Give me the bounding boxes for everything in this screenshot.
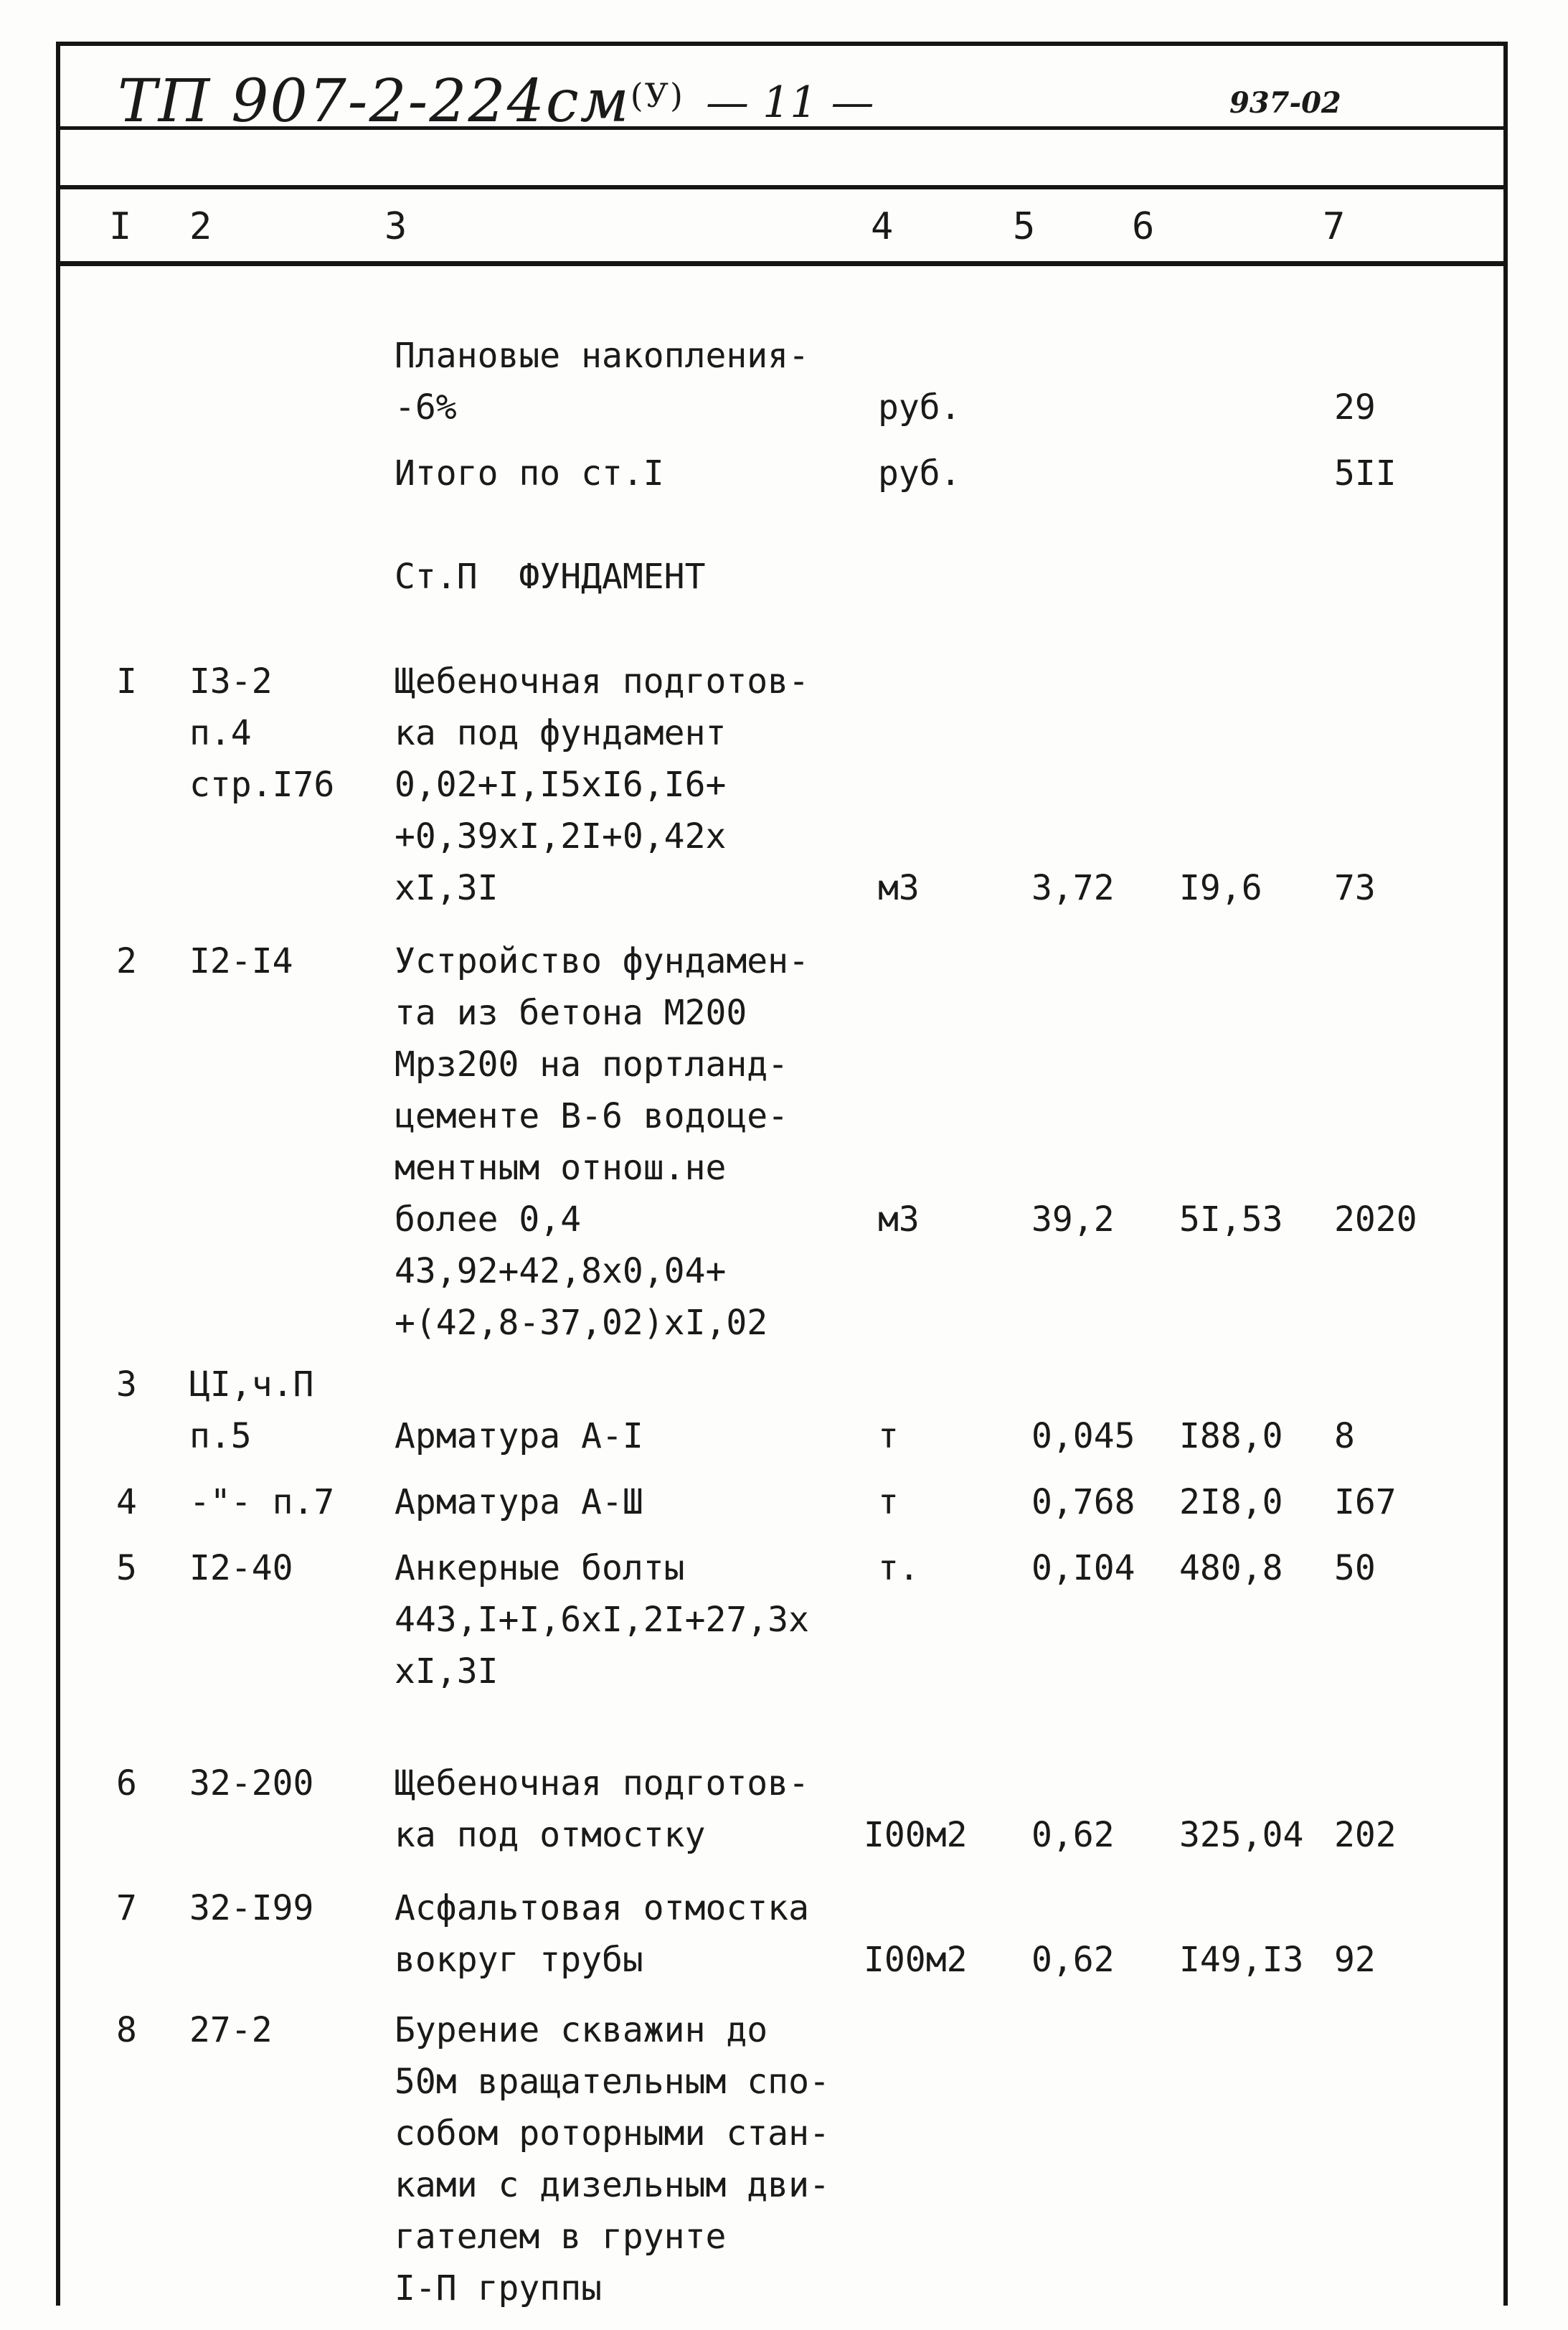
row-5-number: 5	[116, 1548, 137, 1588]
row-1-number: I	[116, 661, 137, 702]
row-5-price: 480,8	[1179, 1548, 1283, 1588]
row-5-quantity: 0,I04	[1031, 1548, 1135, 1588]
row-6-price: 325,04	[1179, 1815, 1304, 1855]
row-2-description: Устройство фундамен- та из бетона М200 Мрз200 на портланд- цементе В-6 водоце- ментным отнош.не более 0,4 43,92+42,8x0,04+ +(42,8-37,02)xI,02	[395, 941, 809, 1343]
row-7-price: I49,I3	[1179, 1940, 1304, 1980]
row-2-reference: I2-I4	[189, 941, 293, 981]
row-4-price: 2I8,0	[1179, 1482, 1283, 1522]
row-7-unit: I00м2	[864, 1940, 968, 1980]
row-1-quantity: 3,72	[1031, 868, 1115, 908]
doc-number-text: ТП 907-2-224см	[118, 67, 630, 136]
row-2-price: 5I,53	[1179, 1199, 1283, 1240]
row-7-number: 7	[116, 1888, 137, 1928]
row-1-price: I9,6	[1179, 868, 1262, 908]
row-2-total: 2020	[1334, 1199, 1417, 1240]
row-3-description: Арматура А-I	[395, 1416, 643, 1456]
row-5-description: Анкерные болты 443,I+I,6xI,2I+27,3x xI,3I	[395, 1548, 809, 1692]
row-2-number: 2	[116, 941, 137, 981]
row-8-description: Бурение скважин до 50м вращательным спо- собом роторными стан- ками с дизельным дви- гателем в грунте I-П группы	[395, 2010, 830, 2308]
row-3-number: 3	[116, 1364, 137, 1405]
row-4-total: I67	[1334, 1482, 1397, 1522]
row-6-unit: I00м2	[864, 1815, 968, 1855]
subtotal-total: 5II	[1334, 453, 1397, 494]
column-number-5: 5	[1013, 205, 1036, 248]
row-5-unit: т.	[878, 1548, 920, 1588]
column-number-3: 3	[384, 205, 407, 248]
row-2-quantity: 39,2	[1031, 1199, 1115, 1240]
row-7-description: Асфальтовая отмостка вокруг трубы	[395, 1888, 809, 1980]
sheet-code: 937-02	[1229, 86, 1341, 120]
page-number: — 11 —	[706, 77, 874, 128]
row-3-reference: ЦI,ч.П п.5	[189, 1364, 314, 1456]
planned-savings-unit: руб.	[878, 387, 961, 428]
row-4-reference: -"- п.7	[189, 1482, 335, 1522]
row-2-unit: м3	[878, 1199, 920, 1240]
doc-suffix: (У)	[630, 76, 684, 115]
row-3-unit: т	[878, 1416, 899, 1456]
row-1-description: Щебеночная подготов- ка под фундамент 0,02+I,I5xI6,I6+ +0,39xI,2I+0,42x xI,3I	[395, 661, 809, 908]
planned-savings-label: Плановые накопления- -6%	[395, 336, 809, 428]
row-6-number: 6	[116, 1763, 137, 1803]
row-3-quantity: 0,045	[1031, 1416, 1135, 1456]
row-5-total: 50	[1334, 1548, 1376, 1588]
row-7-total: 92	[1334, 1940, 1376, 1980]
subtotal-label: Итого по ст.I	[395, 453, 664, 494]
header-rule-2	[60, 185, 1503, 189]
estimate-sheet	[56, 42, 1508, 2306]
row-6-total: 202	[1334, 1815, 1397, 1855]
row-8-reference: 27-2	[189, 2010, 273, 2050]
row-4-number: 4	[116, 1482, 137, 1522]
row-4-description: Арматура А-Ш	[395, 1482, 643, 1522]
row-3-price: I88,0	[1179, 1416, 1283, 1456]
column-number-1: I	[109, 205, 132, 248]
row-1-unit: м3	[878, 868, 920, 908]
row-6-reference: 32-200	[189, 1763, 314, 1803]
row-7-quantity: 0,62	[1031, 1940, 1115, 1980]
document-number	[118, 67, 684, 136]
row-6-description: Щебеночная подготов- ка под отмостку	[395, 1763, 809, 1855]
row-1-reference: I3-2 п.4 стр.I76	[189, 661, 335, 805]
row-5-reference: I2-40	[189, 1548, 293, 1588]
column-number-6: 6	[1132, 205, 1155, 248]
section-title: Ст.П ФУНДАМЕНТ	[395, 557, 706, 597]
header-rule-3	[60, 261, 1503, 266]
row-4-unit: т	[878, 1482, 899, 1522]
column-number-4: 4	[871, 205, 894, 248]
subtotal-unit: руб.	[878, 453, 961, 494]
row-7-reference: 32-I99	[189, 1888, 314, 1928]
planned-savings-total: 29	[1334, 387, 1376, 428]
column-number-2: 2	[189, 205, 212, 248]
row-8-number: 8	[116, 2010, 137, 2050]
row-1-total: 73	[1334, 868, 1376, 908]
column-number-7: 7	[1323, 205, 1346, 248]
row-3-total: 8	[1334, 1416, 1355, 1456]
row-4-quantity: 0,768	[1031, 1482, 1135, 1522]
row-6-quantity: 0,62	[1031, 1815, 1115, 1855]
